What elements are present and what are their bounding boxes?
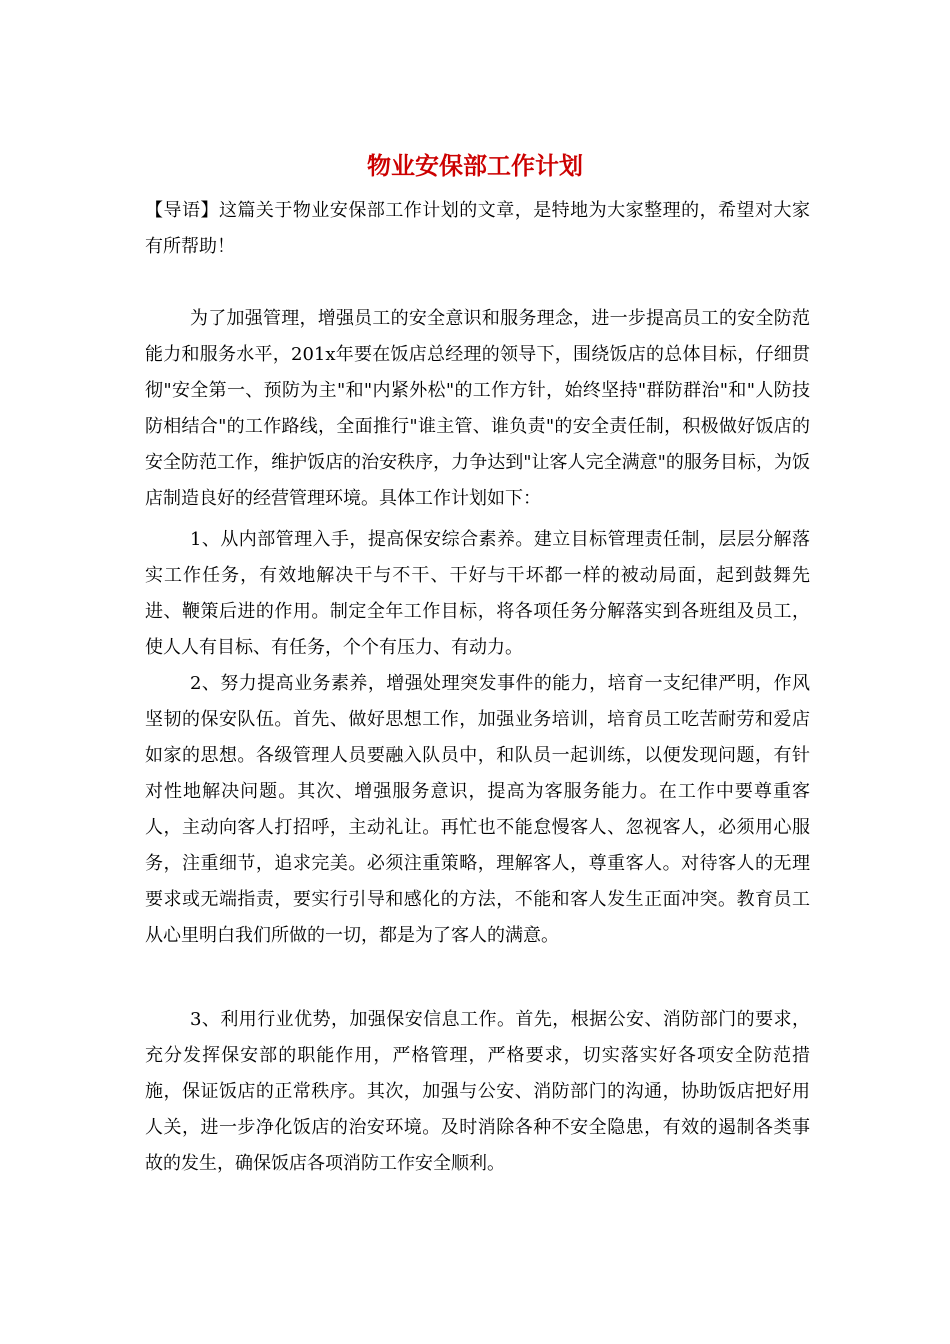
paragraph-4: 3、利用行业优势，加强保安信息工作。首先，根据公安、消防部门的要求，充分发挥保安部的职能作用，严格管理，严格要求，切实落实好各项安全防范措施，保证饭店的正常秩序。其次，加强与公安、消防部门的沟通，协助饭店把好用人关，进一步净化饭店的治安环境。及时消除各种不安全隐患，有效的遏制各类事故的发生，确保饭店各项消防工作安全顺利。 [145,1009,810,1174]
document-title: 物业安保部工作计划 [367,151,583,180]
paragraph-1: 为了加强管理，增强员工的安全意识和服务理念，进一步提高员工的安全防范能力和服务水平，201x年要在饭店总经理的领导下，围绕饭店的总体目标，仔细贯彻"安全第一、预防为主"和"内紧外松"的工作方针，始终坚持"群防群治"和"人防技防相结合"的工作路线，全面推行"谁主管、谁负责"的安全责任制，积极做好饭店的安全防范工作，维护饭店的治安秩序，力争达到"让客人完全满意"的服务目标，为饭店制造良好的经营管理环境。具体工作计划如下： [145,308,810,509]
paragraph-3: 2、努力提高业务素养，增强处理突发事件的能力，培育一支纪律严明，作风坚韧的保安队伍。首先、做好思想工作，加强业务培训，培育员工吃苦耐劳和爱店如家的思想。各级管理人员要融入队员中，和队员一起训练，以便发现问题，有针对性地解决问题。其次、增强服务意识，提高为客服务能力。在工作中要尊重客人，主动向客人打招呼，主动礼让。再忙也不能怠慢客人、忽视客人，必须用心服务，注重细节，追求完美。必须注重策略，理解客人，尊重客人。对待客人的无理要求或无端指责，要实行引导和感化的方法，不能和客人发生正面冲突。教育员工从心里明白我们所做的一切，都是为了客人的满意。 [145,673,810,946]
intro-paragraph: 【导语】这篇关于物业安保部工作计划的文章，是特地为大家整理的，希望对大家有所帮助！ [145,200,810,257]
paragraph-2: 1、从内部管理入手，提高保安综合素养。建立目标管理责任制，层层分解落实工作任务，有效地解决干与不干、干好与干坏都一样的被动局面，起到鼓舞先进、鞭策后进的作用。制定全年工作目标，将各项任务分解落实到各班组及员工，使人人有目标、有任务，个个有压力、有动力。 [145,529,810,658]
